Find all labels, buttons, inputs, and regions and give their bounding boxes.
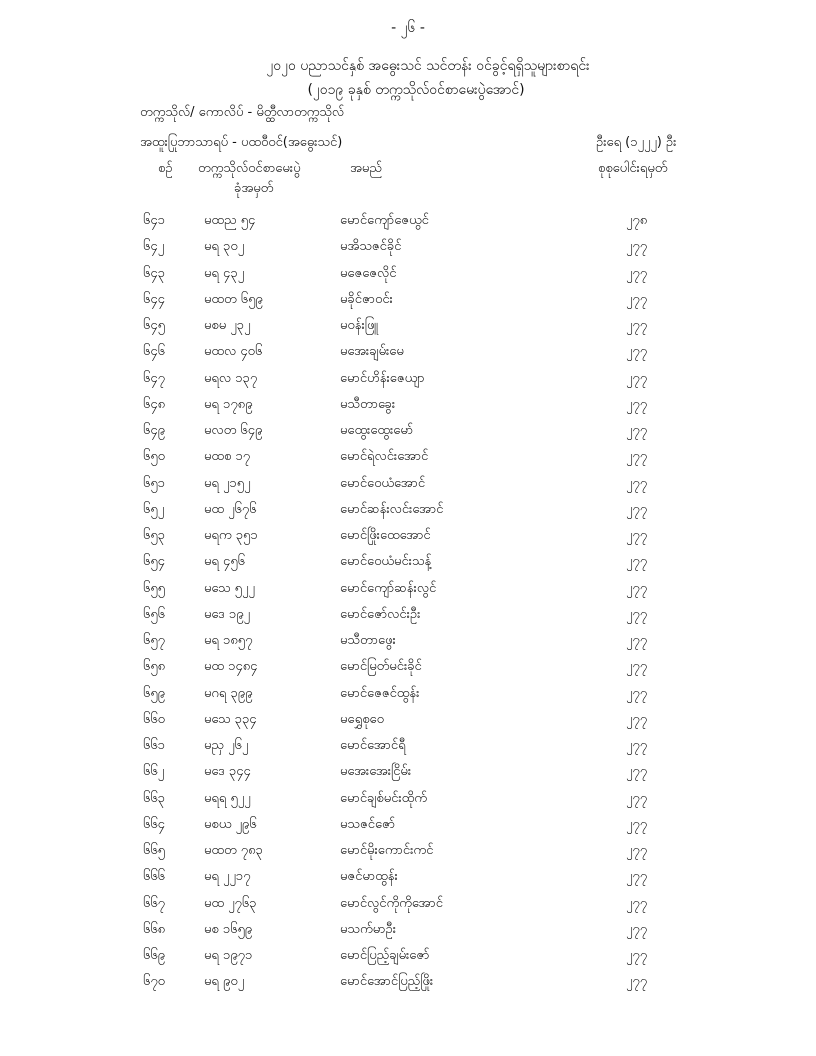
total-count: ဦးရေ (၁၂၂၂) ဦး — [596, 135, 677, 150]
row-number: ၆၆၈ — [143, 921, 166, 937]
row-number: ၆၆၇ — [143, 895, 165, 911]
roll-number: မသေ ၃၃၄ — [204, 711, 257, 727]
student-name: မောင်ဇေဇင်ထွန်း — [340, 685, 420, 701]
total-marks: ၂၇၇ — [626, 659, 648, 675]
row-number: ၆၆၂ — [143, 764, 165, 780]
row-number: ၆၅၁ — [143, 475, 165, 491]
roll-number: မထလ ၄၀၆ — [204, 344, 263, 360]
student-name: မောင်ဟိန်းဇေယျာ — [340, 370, 425, 386]
student-name: မထွေးထွေးမော် — [340, 423, 414, 438]
student-name: မောင်ကျော်ဇေယွင် — [340, 213, 429, 228]
row-number: ၆၆၁ — [143, 738, 165, 753]
row-number: ၆၄၉ — [143, 423, 165, 438]
student-name: မဇင်မာထွန်း — [340, 869, 398, 885]
roll-number: မရ ၁၉၇၁ — [204, 948, 253, 963]
total-marks: ၂၇၇ — [626, 633, 648, 648]
row-number: ၆၄၅ — [143, 318, 165, 333]
total-marks: ၂၇၇ — [626, 948, 648, 963]
row-number: ၆၄၆ — [143, 344, 165, 360]
roll-number: မရ ၁၈၅၇ — [204, 633, 253, 648]
table-row — [0, 786, 816, 812]
roll-number: မထတ ၇၈၃ — [204, 843, 263, 858]
student-name: မောင်ရဲလင်းအောင် — [340, 449, 429, 465]
student-name: မောင်ကျော်ဆန်းလွင် — [340, 580, 437, 596]
table-row — [0, 759, 816, 785]
table-row — [0, 707, 816, 733]
row-number: ၆၅၇ — [143, 633, 165, 648]
total-marks: ၂၇၇ — [626, 265, 648, 281]
table-row — [0, 366, 816, 392]
student-name: မဝန်းဖြူ — [340, 318, 379, 333]
student-name: မသီတာခွေး — [340, 396, 396, 412]
total-marks: ၂၇၇ — [626, 921, 648, 937]
page-number: - ၂၆ - — [391, 20, 425, 36]
table-row — [0, 654, 816, 680]
document-title: ၂၀၂၀ ပညာသင်နှစ် အဓွေးသင် သင်တန်း ဝင်ခွင့်ရရှိသူများစာရင်း — [266, 58, 590, 74]
roll-number: မရရ ၅၂၂ — [204, 790, 251, 806]
column-header-roll: တက္ကသိုလ်ဝင်စာမေးပွဲ — [198, 161, 301, 176]
total-marks: ၂၇၇ — [626, 501, 648, 517]
total-marks: ၂၇၇ — [626, 370, 648, 386]
roll-number: မစမ ၂၃၂ — [204, 318, 251, 333]
table-row — [0, 549, 816, 575]
student-name: မောင်အောင်ရီ — [340, 738, 406, 753]
table-row — [0, 523, 816, 549]
row-number: ၆၆၃ — [143, 790, 165, 806]
roll-number: မဒေ ၁၉၂ — [204, 606, 250, 622]
total-marks: ၂၇၇ — [626, 396, 648, 412]
table-row — [0, 681, 816, 707]
table-row — [0, 943, 816, 969]
student-name: မောင်အောင်ပြည့်ဖြိုး — [340, 974, 434, 990]
table-row — [0, 602, 816, 628]
column-header-roll-sub: ခုံအမှတ် — [234, 181, 274, 196]
student-name: မသီတာဖွေး — [340, 633, 396, 648]
table-row — [0, 208, 816, 234]
roll-number: မရက ၃၅၁ — [204, 528, 258, 543]
total-marks: ၂၇၇ — [626, 974, 648, 990]
row-number: ၆၅၅ — [143, 580, 165, 596]
row-number: ၆၅၈ — [143, 659, 166, 675]
total-marks: ၂၇၇ — [626, 843, 648, 858]
student-name: မောင်ချစ်မင်းထိုက် — [340, 790, 427, 806]
table-row — [0, 969, 816, 995]
table-row — [0, 628, 816, 654]
total-marks: ၂၇၇ — [626, 711, 648, 727]
student-name: မောင်ဇော်လင်းဦး — [340, 606, 421, 622]
roll-number: မရ ၄၃၂ — [204, 265, 245, 281]
student-name: မောင်ဆန်းလင်းအောင် — [340, 501, 444, 517]
row-number: ၆၆၀ — [143, 711, 165, 727]
total-marks: ၂၇၇ — [626, 344, 648, 360]
total-marks: ၂၇၇ — [626, 528, 648, 543]
student-name: မဇေဇေလိုင် — [340, 265, 397, 281]
roll-number: မထ ၂၇၆၃ — [204, 895, 257, 911]
table-row — [0, 234, 816, 260]
table-row — [0, 733, 816, 759]
row-number: ၆၅၉ — [143, 685, 165, 701]
column-header-no: စဉ် — [158, 161, 173, 176]
subject-line: အထူးပြုဘာသာရပ် - ပထဝီဝင်(အဓွေးသင်) — [140, 135, 343, 150]
row-number: ၆၄၈ — [143, 396, 166, 412]
row-number: ၆၆၅ — [143, 843, 165, 858]
total-marks: ၂၇၇ — [626, 423, 648, 438]
total-marks: ၂၇၇ — [626, 685, 648, 701]
roll-number: မရ ၉၀၂ — [204, 974, 245, 990]
total-marks: ၂၇၇ — [626, 449, 648, 465]
student-name: မောင်မိုးကောင်းကင် — [340, 843, 434, 858]
student-name: မောင်ပြည့်ချမ်းဇော် — [340, 948, 430, 963]
total-marks: ၂၇၇ — [626, 738, 648, 753]
row-number: ၆၄၁ — [143, 213, 165, 228]
total-marks: ၂၇၇ — [626, 475, 648, 491]
student-name: မောင်လွင်ကိုကိုအောင် — [340, 895, 443, 911]
row-number: ၆၅၀ — [143, 449, 165, 465]
roll-number: မညှ ၂၆၂ — [204, 738, 249, 753]
roll-number: မထ ၁၄၈၄ — [204, 659, 258, 675]
table-row — [0, 891, 816, 917]
table-row — [0, 339, 816, 365]
student-name: မအေးချမ်းမေ — [340, 344, 404, 360]
roll-number: မလတ ၆၄၉ — [204, 423, 263, 438]
student-name: မခိုင်ဇာဝင်း — [340, 291, 393, 307]
roll-number: မစ ၁၆၅၉ — [204, 921, 253, 937]
total-marks: ၂၇၇ — [626, 869, 648, 885]
total-marks: ၂၇၇ — [626, 606, 648, 622]
table-row — [0, 313, 816, 339]
total-marks: ၂၇၇ — [626, 580, 648, 596]
roll-number: မစယ ၂၉၆ — [204, 816, 257, 832]
roll-number: မသေ ၅၂၂ — [204, 580, 255, 596]
student-name: မောင်ဝေယံမင်းသန့် — [340, 554, 432, 570]
total-marks: ၂၇၇ — [626, 895, 648, 911]
student-name: မရွှေစုဝေ — [340, 711, 384, 727]
row-number: ၆၆၆ — [143, 869, 165, 885]
row-number: ၆၅၄ — [143, 554, 165, 570]
student-name: မသက်မာဦး — [340, 921, 396, 937]
roll-number: မရ ၂၁၅၂ — [204, 475, 251, 491]
row-number: ၆၄၂ — [143, 239, 165, 255]
row-number: ၆၄၇ — [143, 370, 165, 386]
column-header-name: အမည် — [350, 161, 382, 176]
row-number: ၆၄၄ — [143, 291, 165, 307]
roll-number: မရ ၁၇၈၉ — [204, 396, 253, 412]
total-marks: ၂၇၈ — [626, 213, 648, 228]
total-marks: ၂၇၇ — [626, 816, 648, 832]
roll-number: မထည ၅၄ — [204, 213, 256, 228]
results-list — [0, 208, 816, 996]
table-row — [0, 864, 816, 890]
student-name: မောင်မြတ်မင်းခိုင် — [340, 659, 422, 675]
student-name: မအိသဇင်ခိုင် — [340, 239, 402, 255]
table-row — [0, 471, 816, 497]
document-subtitle: (၂၀၁၉ ခုနှစ် တက္ကသိုလ်ဝင်စာမေးပွဲအောင်) — [307, 82, 525, 98]
table-row — [0, 576, 816, 602]
row-number: ၆၅၂ — [143, 501, 165, 517]
row-number: ၆၆၄ — [143, 816, 165, 832]
student-name: မသဇင်ဇော် — [340, 816, 396, 832]
row-number: ၆၅၃ — [143, 528, 165, 543]
column-header-marks: စုစုပေါင်းရမှတ် — [598, 161, 668, 176]
total-marks: ၂၇၇ — [626, 291, 648, 307]
roll-number: မထစ ၁၇ — [204, 449, 251, 465]
roll-number: မရ ၃၀၂ — [204, 239, 245, 255]
roll-number: မထ ၂၆၇၆ — [204, 501, 257, 517]
table-row — [0, 261, 816, 287]
total-marks: ၂၇၇ — [626, 318, 648, 333]
student-name: မောင်ဝေယံအောင် — [340, 475, 426, 491]
table-row — [0, 838, 816, 864]
roll-number: မဂရ ၃၉၉ — [204, 685, 253, 701]
table-row — [0, 917, 816, 943]
table-row — [0, 418, 816, 444]
roll-number: မရ ၄၅၆ — [204, 554, 245, 570]
university-line: တက္ကသိုလ်/ ကောလိပ် - မိတ္ထီလာတက္ကသိုလ် — [140, 105, 345, 120]
table-row — [0, 392, 816, 418]
table-row — [0, 444, 816, 470]
table-row — [0, 287, 816, 313]
total-marks: ၂၇၇ — [626, 554, 648, 570]
total-marks: ၂၇၇ — [626, 764, 648, 780]
total-marks: ၂၇၇ — [626, 239, 648, 255]
row-number: ၆၅၆ — [143, 606, 165, 622]
row-number: ၆၆၉ — [143, 948, 165, 963]
roll-number: မရလ ၁၃၇ — [204, 370, 258, 386]
row-number: ၆၇၀ — [143, 974, 165, 990]
table-row — [0, 812, 816, 838]
student-name: မောင်ဖြိုးထေအောင် — [340, 528, 431, 543]
roll-number: မရ ၂၂၁၇ — [204, 869, 251, 885]
roll-number: မဒေ ၃၄၄ — [204, 764, 251, 780]
student-name: မအေးအေးငြိမ်း — [340, 764, 412, 780]
roll-number: မထတ ၆၅၉ — [204, 291, 263, 307]
total-marks: ၂၇၇ — [626, 790, 648, 806]
row-number: ၆၄၃ — [143, 265, 165, 281]
table-row — [0, 497, 816, 523]
